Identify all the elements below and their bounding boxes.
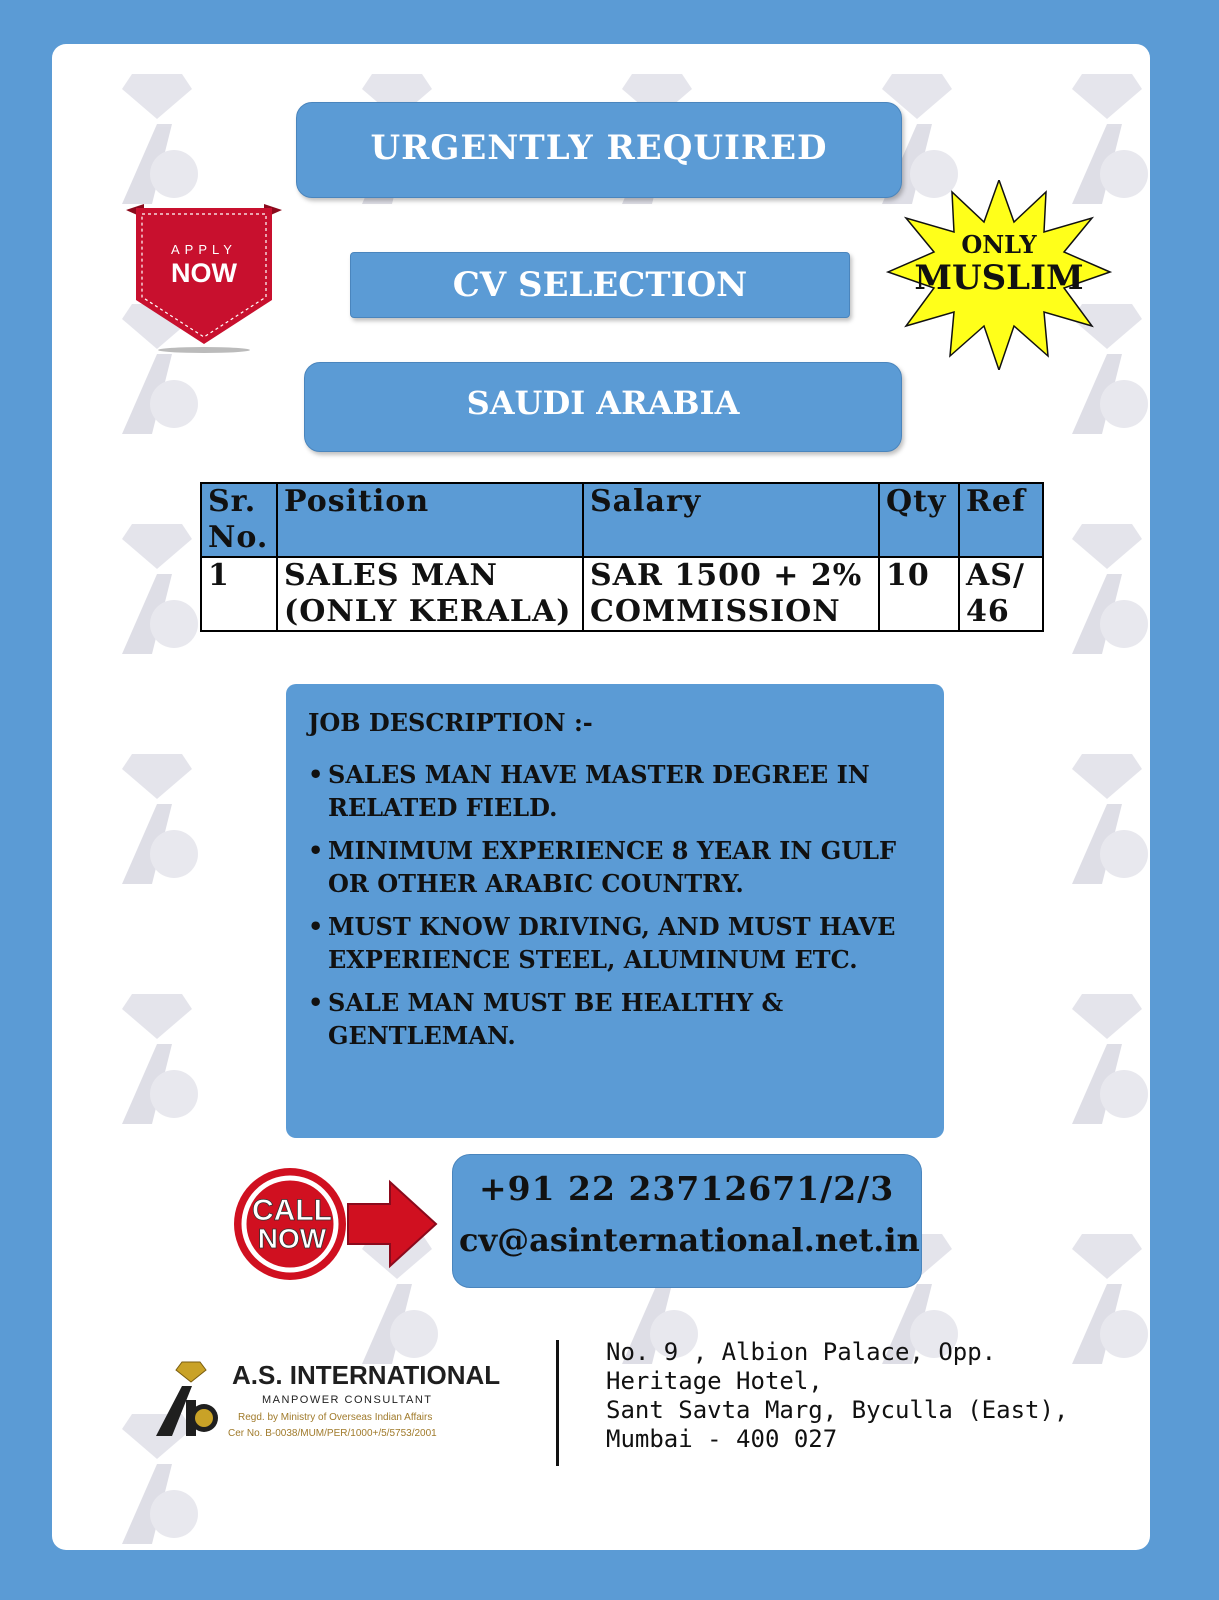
header-ref: Ref — [959, 483, 1043, 557]
contact-box — [452, 1154, 922, 1288]
company-logo — [152, 1356, 502, 1446]
email-address[interactable]: cv@asinternational.net.in — [459, 1221, 920, 1259]
header-qty: Qty — [879, 483, 959, 557]
address-line: Heritage Hotel, — [606, 1367, 823, 1395]
only-muslim-label — [886, 230, 1112, 297]
job-description-box — [286, 684, 944, 1138]
call-now-badge[interactable] — [230, 1166, 444, 1282]
company-tagline: MANPOWER CONSULTANT — [262, 1394, 433, 1406]
watermark-logo-icon — [1062, 984, 1150, 1134]
job-description-title: JOB DESCRIPTION :- — [308, 708, 593, 737]
phone-number[interactable]: +91 22 23712671/2/3 — [479, 1169, 895, 1208]
list-item: • MINIMUM EXPERIENCE 8 YEAR IN GULF OR OTHER ARABIC COUNTRY. — [308, 834, 928, 900]
watermark-logo-icon — [1062, 1224, 1150, 1374]
table-header-row — [201, 483, 1043, 557]
company-certificate: Cer No. B-0038/MUM/PER/1000+/5/5753/2001 — [228, 1428, 437, 1439]
now-call-label: NOW — [257, 1223, 327, 1254]
job-description-list — [308, 758, 928, 1062]
positions-table — [200, 482, 1044, 632]
urgently-required-banner: URGENTLY REQUIRED — [296, 102, 902, 198]
call-label: CALL — [252, 1194, 332, 1227]
watermark-logo-icon — [112, 984, 202, 1134]
table-row — [201, 557, 1043, 631]
cell-sr-no: 1 — [201, 557, 277, 631]
only-text: ONLY — [961, 230, 1037, 259]
company-registration: Regd. by Ministry of Overseas Indian Affairs — [238, 1412, 433, 1423]
poster-page — [52, 44, 1150, 1550]
address-line: Mumbai - 400 027 — [606, 1425, 838, 1453]
watermark-logo-icon — [112, 744, 202, 894]
as-logo-icon — [152, 1360, 222, 1440]
cv-selection-scroll-banner: CV SELECTION — [350, 252, 850, 318]
cell-ref: AS/ 46 — [959, 557, 1043, 631]
header-salary: Salary — [583, 483, 879, 557]
company-name: A.S. INTERNATIONAL — [232, 1360, 501, 1390]
cell-salary: SAR 1500 + 2% COMMISSION — [583, 557, 879, 631]
country-banner: SAUDI ARABIA — [304, 362, 902, 452]
footer-divider — [556, 1340, 559, 1466]
address-line: No. 9 , Albion Palace, Opp. — [606, 1338, 997, 1366]
watermark-logo-icon — [112, 64, 202, 214]
header-position: Position — [277, 483, 583, 557]
watermark-logo-icon — [1062, 514, 1150, 664]
watermark-logo-icon — [1062, 744, 1150, 894]
list-item: • SALES MAN HAVE MASTER DEGREE IN RELATED FIELD. — [308, 758, 928, 824]
apply-label: APPLY — [171, 242, 237, 257]
now-label: NOW — [171, 258, 237, 288]
list-item: • MUST KNOW DRIVING, AND MUST HAVE EXPERIENCE STEEL, ALUMINUM ETC. — [308, 910, 928, 976]
header-sr-no: Sr. No. — [201, 483, 277, 557]
apply-now-badge[interactable] — [124, 204, 284, 354]
list-item: • SALE MAN MUST BE HEALTHY & GENTLEMAN. — [308, 986, 928, 1052]
cell-position: SALES MAN (ONLY KERALA) — [277, 557, 583, 631]
watermark-logo-icon — [112, 514, 202, 664]
cell-qty: 10 — [879, 557, 959, 631]
company-address — [606, 1338, 1068, 1454]
ribbon-badge-icon — [124, 204, 284, 354]
address-line: Sant Savta Marg, Byculla (East), — [606, 1396, 1069, 1424]
muslim-text: MUSLIM — [914, 258, 1084, 298]
